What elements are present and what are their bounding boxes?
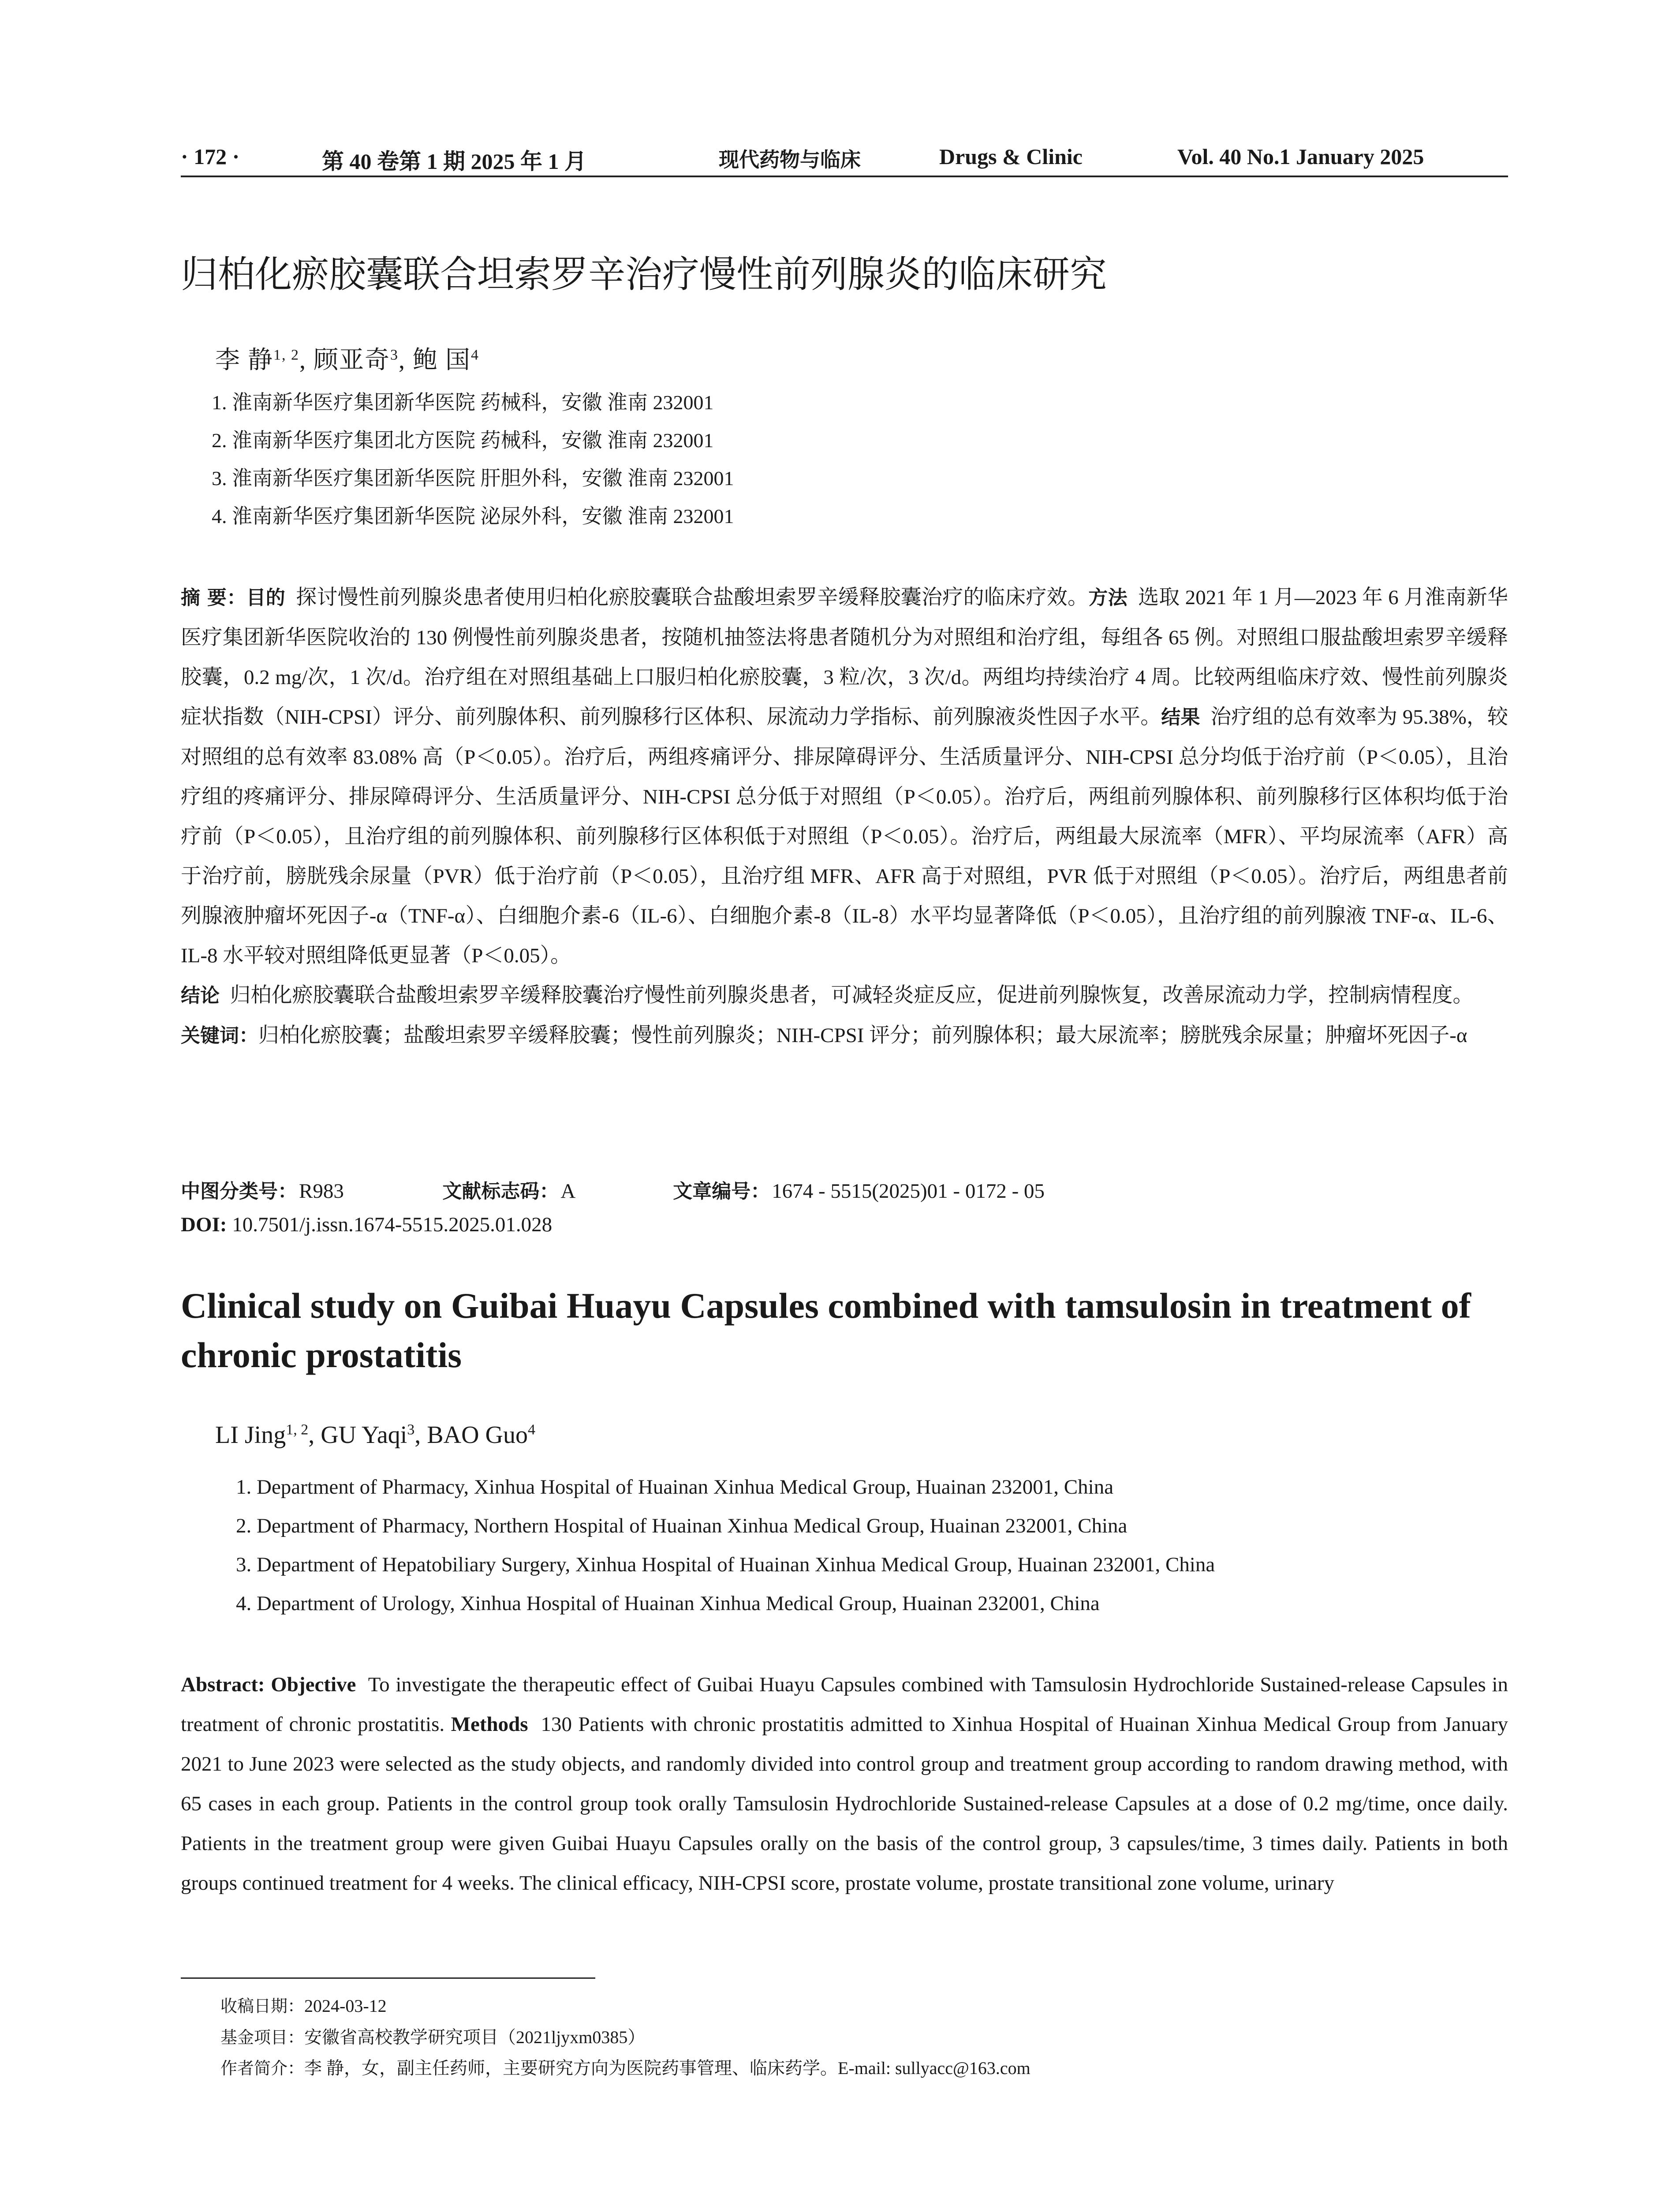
author-separator: , — [308, 1421, 321, 1449]
abstract-en — [181, 1665, 1508, 1903]
abstract-cn — [181, 578, 1508, 1056]
author-name: 鲍 国 — [413, 347, 471, 374]
clc-label: 中图分类号： — [181, 1180, 297, 1203]
page-number: · 172 · — [181, 144, 240, 169]
affiliation-en: 3. Department of Hepatobiliary Surgery, Xinhua Hospital of Huainan Xinhua Medical Group, Huainan 232001, China — [236, 1553, 1215, 1576]
methods-text: 130 Patients with chronic prostatitis admitted to Xinhua Hospital of Huainan Xinhua Medical Group from January 2021 to June 2023 were selected as the study objects, and randomly divided into control group and treatment group according to random drawing method, with 65 cases in each group. Patients in the control group took orally Tamsulosin Hydrochloride Sustained-release Capsules at a dose of 0.2 mg/time, once daily. Patients in the treatment group were given Guibai Huayu Capsules orally on the basis of the control group, 3 capsules/time, 3 times daily. Patients in both groups continued treatment for 4 weeks. The clinical efficacy, NIH-CPSI score, prostate volume, prostate transitional zone volume, urinary — [181, 1713, 1508, 1895]
author-affiliation-mark: 4 — [471, 347, 479, 363]
keywords-label: 关键词： — [181, 1024, 258, 1047]
received-date: 2024-03-12 — [304, 1996, 387, 2016]
objective-text: 探讨慢性前列腺炎患者使用归柏化瘀胶囊联合盐酸坦索罗辛缓释胶囊治疗的临床疗效。 — [296, 586, 1089, 609]
author-bio-text: 李 静，女，副主任药师，主要研究方向为医院药事管理、临床药学。E-mail: sullyacc@163.com — [304, 2058, 1030, 2078]
author-name: GU Yaqi — [321, 1421, 407, 1449]
author-separator: , — [399, 347, 413, 374]
author-name: LI Jing — [215, 1421, 286, 1449]
footnote-divider — [181, 1977, 595, 1979]
article-no-value: 1674 - 5515(2025)01 - 0172 - 05 — [772, 1180, 1045, 1203]
clc-value: R983 — [299, 1180, 344, 1203]
affiliation-cn: 1. 淮南新华医疗集团新华医院 药械科，安徽 淮南 232001 — [212, 391, 714, 414]
conclusion-label: 结论 — [181, 984, 220, 1007]
issue-en: Vol. 40 No.1 January 2025 — [1177, 144, 1424, 169]
author-name: 顾亚奇 — [314, 347, 390, 374]
results-label: 结果 — [1161, 706, 1200, 729]
journal-name-cn: 现代药物与临床 — [719, 148, 861, 172]
methods-text: 选取 2021 年 1 月—2023 年 6 月淮南新华医疗集团新华医院收治的 130 例慢性前列腺炎患者，按随机抽签法将患者随机分为对照组和治疗组，每组各 65 例。对照组口服盐酸坦索罗辛缓释胶囊，0.2 mg/次，1 次/d。治疗组在对照组基础上口服归柏化瘀胶囊，3 粒/次，3 次/d。两组均持续治疗 4 周。比较两组临床疗效、慢性前列腺炎症状指数（NIH-CPSI）评分、前列腺体积、前列腺移行区体积、尿流动力学指标、前列腺液炎性因子水平。 — [181, 586, 1508, 729]
authors-en — [215, 1421, 535, 1449]
author-affiliation-mark: 1, 2 — [286, 1421, 309, 1438]
author-name: BAO Guo — [427, 1421, 528, 1449]
title-en: Clinical study on Guibai Huayu Capsules combined with tamsulosin in treatment of chronic prostatitis — [181, 1286, 1471, 1375]
objective-text: To investigate the therapeutic effect of Guibai Huayu Capsules combined with Tamsulosin Hydrochloride Sustained-release Capsules in treatment of chronic prostatitis. — [181, 1673, 1508, 1736]
affiliation-cn: 2. 淮南新华医疗集团北方医院 药械科，安徽 淮南 232001 — [212, 429, 714, 452]
abstract-label: Abstract: — [181, 1673, 265, 1696]
results-text: 治疗组的总有效率为 95.38%，较对照组的总有效率 83.08% 高（P＜0.05）。治疗后，两组疼痛评分、排尿障碍评分、生活质量评分、NIH-CPSI 总分均低于治疗前（P＜0.05），且治疗组的疼痛评分、排尿障碍评分、生活质量评分、NIH-CPSI 总分低于对照组（P＜0.05）。治疗后，两组前列腺体积、前列腺移行区体积均低于治疗前（P＜0.05），且治疗组的前列腺体积、前列腺移行区体积低于对照组（P＜0.05）。治疗后，两组最大尿流率（MFR）、平均尿流率（AFR）高于治疗前，膀胱残余尿量（PVR）低于治疗前（P＜0.05），且治疗组 MFR、AFR 高于对照组，PVR 低于对照组（P＜0.05）。治疗后，两组患者前列腺液肿瘤坏死因子-α（TNF-α）、白细胞介素-6（IL-6）、白细胞介素-8（IL-8）水平均显著降低（P＜0.05），且治疗组的前列腺液 TNF-α、IL-6、IL-8 水平较对照组降低更显著（P＜0.05）。 — [181, 706, 1508, 967]
journal-name-en: Drugs & Clinic — [939, 144, 1083, 169]
author-separator: , — [414, 1421, 427, 1449]
keywords-text: 归柏化瘀胶囊；盐酸坦索罗辛缓释胶囊；慢性前列腺炎；NIH-CPSI 评分；前列腺体积；最大尿流率；膀胱残余尿量；肿瘤坏死因子-α — [258, 1024, 1467, 1047]
doc-code-label: 文献标志码： — [442, 1180, 559, 1203]
issue-cn: 第 40 卷第 1 期 2025 年 1 月 — [322, 149, 586, 174]
author-name: 李 静 — [215, 347, 273, 374]
author-affiliation-mark: 1, 2 — [273, 347, 299, 363]
footnote-received — [220, 1992, 387, 2017]
doi-label: DOI: — [181, 1213, 227, 1236]
methods-label: Methods — [451, 1713, 528, 1736]
author-affiliation-mark: 4 — [527, 1421, 535, 1438]
abstract-label: 摘 要： — [181, 587, 246, 609]
affiliation-cn: 4. 淮南新华医疗集团新华医院 泌尿外科，安徽 淮南 232001 — [212, 505, 734, 527]
affiliation-en: 2. Department of Pharmacy, Northern Hospital of Huainan Xinhua Medical Group, Huainan 232001, China — [236, 1514, 1127, 1537]
article-no-label: 文章编号： — [673, 1180, 770, 1203]
received-label: 收稿日期： — [220, 1996, 305, 2016]
objective-label: 目的 — [246, 587, 286, 609]
authors-cn — [215, 340, 479, 376]
author-bio-label: 作者简介： — [220, 2059, 305, 2078]
author-affiliation-mark: 3 — [407, 1421, 415, 1438]
doi-line — [181, 1213, 552, 1237]
methods-label: 方法 — [1088, 587, 1127, 609]
affiliation-en: 4. Department of Urology, Xinhua Hospital of Huainan Xinhua Medical Group, Huainan 232001, China — [236, 1592, 1100, 1615]
author-separator: , — [299, 347, 314, 374]
doc-code-value: A — [560, 1180, 575, 1203]
objective-label: Objective — [271, 1673, 356, 1696]
fund-label: 基金项目： — [220, 2028, 305, 2047]
affiliation-en: 1. Department of Pharmacy, Xinhua Hospital of Huainan Xinhua Medical Group, Huainan 232001, China — [236, 1476, 1114, 1499]
title-cn: 归柏化瘀胶囊联合坦索罗辛治疗慢性前列腺炎的临床研究 — [181, 253, 1107, 296]
doi-value: 10.7501/j.issn.1674-5515.2025.01.028 — [232, 1213, 553, 1236]
footnote-fund — [220, 2023, 645, 2048]
running-header — [181, 140, 1508, 177]
conclusion-text: 归柏化瘀胶囊联合盐酸坦索罗辛缓释胶囊治疗慢性前列腺炎患者，可减轻炎症反应，促进前列腺恢复，改善尿流动力学，控制病情程度。 — [230, 984, 1474, 1007]
classification-line — [181, 1175, 1045, 1203]
author-affiliation-mark: 3 — [390, 347, 399, 363]
affiliation-cn: 3. 淮南新华医疗集团新华医院 肝胆外科，安徽 淮南 232001 — [212, 467, 734, 490]
footnote-author — [220, 2054, 1030, 2079]
fund-text: 安徽省高校教学研究项目（2021ljyxm0385） — [304, 2027, 646, 2047]
